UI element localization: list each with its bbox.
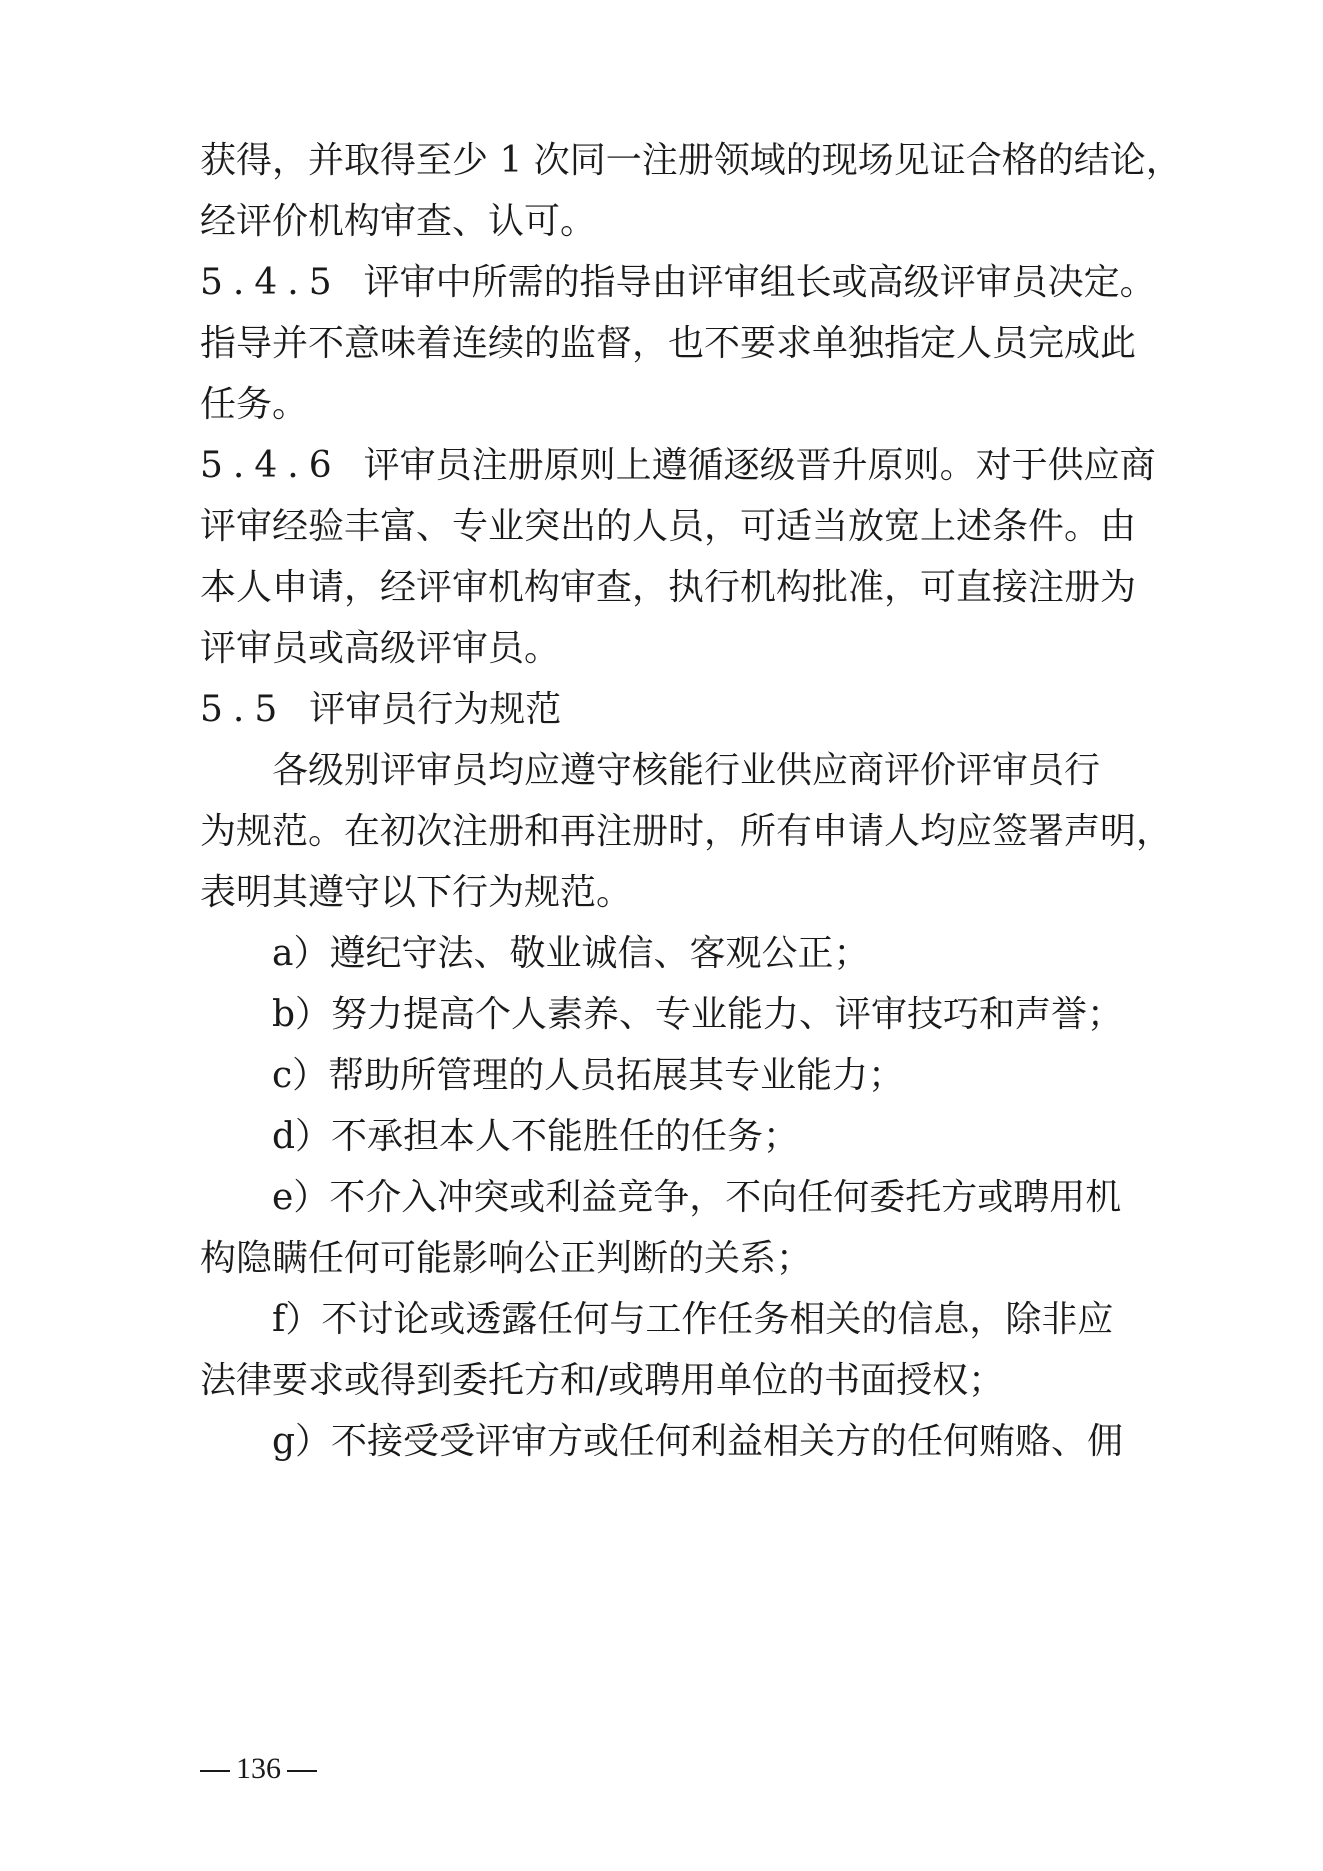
section-number: 5.5 [200, 689, 288, 730]
text-line [200, 381, 1130, 429]
line-text: d）不承担本人不能胜任的任务； [272, 1116, 800, 1157]
text-line [200, 1357, 1130, 1405]
line-text: 评审经验丰富、专业突出的人员，可适当放宽上述条件。由 [200, 506, 1137, 547]
clause-5-4-5 [200, 259, 1156, 307]
line-text: 法律要求或得到委托方和/或聘用单位的书面授权； [200, 1360, 1005, 1401]
text-line [200, 1235, 1130, 1283]
list-item-f [272, 1296, 1130, 1344]
line-text: 获得，并取得至少 1 次同一注册领域的现场见证合格的结论， [200, 140, 1182, 181]
list-item-e [272, 1174, 1130, 1222]
line-text: g）不接受受评审方或任何利益相关方的任何贿赂、佣 [272, 1421, 1124, 1462]
text-line [200, 564, 1137, 612]
dash-left [200, 1770, 230, 1772]
list-item-a [272, 930, 1130, 978]
dash-right [287, 1770, 317, 1772]
line-text: 评审员或高级评审员。 [200, 628, 561, 669]
line-text: 指导并不意味着连续的监督，也不要求单独指定人员完成此 [200, 323, 1137, 364]
line-text: 经评价机构审查、认可。 [200, 201, 597, 242]
line-text: 评审中所需的指导由评审组长或高级评审员决定。 [363, 262, 1156, 303]
list-item-g [272, 1418, 1130, 1466]
clause-number: 5.4.6 [200, 445, 342, 486]
line-text: 各级别评审员均应遵守核能行业供应商评价评审员行 [272, 750, 1101, 791]
text-line [200, 625, 1130, 673]
list-item-d [272, 1113, 1130, 1161]
list-item-b [272, 991, 1130, 1039]
text-line [200, 198, 1130, 246]
clause-5-4-6 [200, 442, 1156, 490]
line-text: 表明其遵守以下行为规范。 [200, 872, 633, 913]
text-line [272, 747, 1130, 795]
line-text: e）不介入冲突或利益竞争，不向任何委托方或聘用机 [272, 1177, 1122, 1218]
page-number [200, 1749, 317, 1789]
text-line [200, 320, 1137, 368]
section-5-5-heading [200, 686, 1130, 734]
line-text: 构隐瞒任何可能影响公正判断的关系； [200, 1238, 813, 1279]
line-text: a）遵纪守法、敬业诚信、客观公正； [272, 933, 870, 974]
text-line [200, 869, 1130, 917]
line-text: 评审员注册原则上遵循逐级晋升原则。对于供应商 [363, 445, 1156, 486]
line-text: 任务。 [200, 384, 309, 425]
page-number-text: 136 [236, 1752, 281, 1785]
list-item-c [272, 1052, 1130, 1100]
line-text: 本人申请，经评审机构审查，执行机构批准，可直接注册为 [200, 567, 1137, 608]
line-text: c）帮助所管理的人员拓展其专业能力； [272, 1055, 905, 1096]
section-title: 评审员行为规范 [309, 689, 562, 730]
line-text: b）努力提高个人素养、专业能力、评审技巧和声誉； [272, 994, 1124, 1035]
text-line [200, 503, 1137, 551]
text-line [200, 137, 1182, 185]
clause-number: 5.4.5 [200, 262, 342, 303]
line-text: f）不讨论或透露任何与工作任务相关的信息，除非应 [272, 1299, 1114, 1340]
line-text: 为规范。在初次注册和再注册时，所有申请人均应签署声明， [200, 811, 1173, 852]
text-line [200, 808, 1173, 856]
